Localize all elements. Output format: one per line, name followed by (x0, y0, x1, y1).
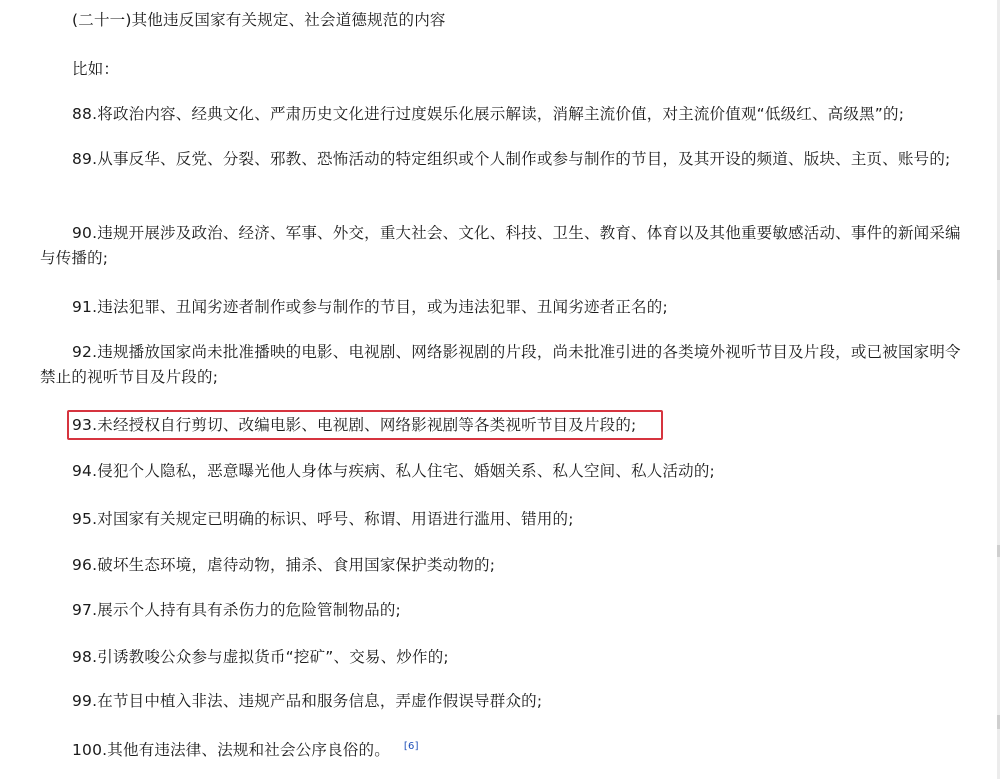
list-item-100-text: 100.其他有违法律、法规和社会公序良俗的。 (72, 741, 390, 760)
list-item-93: 93.未经授权自行剪切、改编电影、电视剧、网络影视剧等各类视听节目及片段的; (72, 416, 637, 434)
list-item-95: 95.对国家有关规定已明确的标识、呼号、称谓、用语进行滥用、错用的; (72, 510, 574, 528)
list-item-98: 98.引诱教唆公众参与虚拟货币“挖矿”、交易、炒作的; (72, 648, 449, 666)
reference-link[interactable]: [6] (403, 741, 419, 752)
list-item-100 (40, 734, 970, 763)
list-item-92: 92.违规播放国家尚未批准播映的电影、电视剧、网络影视剧的片段，尚未批准引进的各类境外视听节目及片段，或已被国家明令禁止的视听节目及片段的; (40, 343, 961, 386)
list-item-96: 96.破坏生态环境，虐待动物，捕杀、食用国家保护类动物的; (72, 556, 496, 574)
list-item-94: 94.侵犯个人隐私，恶意曝光他人身体与疾病、私人住宅、婚姻关系、私人空间、私人活动的; (72, 462, 715, 480)
list-item-99: 99.在节目中植入非法、违规产品和服务信息，弄虚作假误导群众的; (72, 692, 543, 710)
list-item-88: 88.将政治内容、经典文化、严肃历史文化进行过度娱乐化展示解读，消解主流价值，对主流价值观“低级红、高级黑”的; (72, 105, 905, 123)
intro-text: 比如： (72, 60, 120, 78)
list-item-91: 91.违法犯罪、丑闻劣迹者制作或参与制作的节目，或为违法犯罪、丑闻劣迹者正名的; (72, 298, 668, 316)
list-item-90: 90.违规开展涉及政治、经济、军事、外交，重大社会、文化、科技、卫生、教育、体育以及其他重要敏感活动、事件的新闻采编与传播的; (40, 224, 961, 267)
list-item-89: 89.从事反华、反党、分裂、邪教、恐怖活动的特定组织或个人制作或参与制作的节目，及其开设的频道、版块、主页、账号的; (72, 150, 951, 168)
list-item-97: 97.展示个人持有具有杀伤力的危险管制物品的; (72, 601, 401, 619)
highlight-box (67, 410, 663, 440)
section-heading: (二十一)其他违反国家有关规定、社会道德规范的内容 (72, 11, 446, 29)
